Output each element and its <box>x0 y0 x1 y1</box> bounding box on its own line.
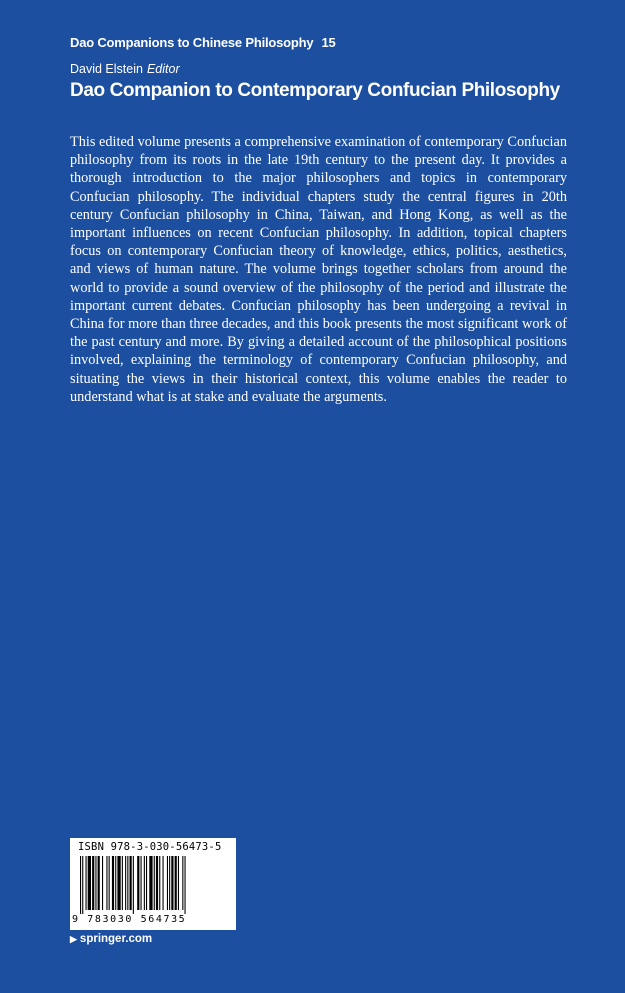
barcode-bar <box>163 856 164 910</box>
series-line <box>70 35 336 50</box>
isbn-label: ISBN 978-3-030-56473-5 <box>78 841 222 853</box>
editor-line <box>70 62 180 76</box>
barcode-bar <box>133 856 134 914</box>
barcode-bar <box>86 856 87 910</box>
book-title: Dao Companion to Contemporary Confucian Philosophy <box>70 80 560 101</box>
editor-role: Editor <box>146 62 180 76</box>
barcode-bar <box>137 856 139 910</box>
barcode-bar <box>178 856 179 910</box>
barcode-bar <box>117 856 120 910</box>
barcode-bar <box>149 856 152 910</box>
barcode-bar <box>141 856 142 910</box>
publisher-link[interactable] <box>70 933 152 945</box>
barcode-bar <box>154 856 155 910</box>
barcode-bar <box>106 856 107 910</box>
barcode-bar <box>127 856 128 910</box>
barcode-bar <box>169 856 170 910</box>
barcode-bar <box>167 856 168 910</box>
series-name: Dao Companions to Chinese Philosophy <box>70 35 314 50</box>
barcode-bar <box>130 856 132 910</box>
barcode-bar <box>102 856 103 910</box>
barcode-digits: 9 783030 564735 <box>72 914 187 925</box>
barcode-bar <box>80 856 81 914</box>
barcode-bar <box>156 856 158 910</box>
barcode-bar <box>115 856 116 910</box>
barcode-bars <box>80 856 226 914</box>
barcode-bar <box>112 856 114 910</box>
barcode-bar <box>88 856 91 910</box>
series-number: 15 <box>321 35 336 50</box>
barcode-bar <box>171 856 173 910</box>
publisher-url: springer.com <box>79 933 153 945</box>
barcode-bar <box>185 856 186 914</box>
barcode-bar <box>122 856 123 910</box>
barcode-bar <box>182 856 183 910</box>
triangle-right-icon: ▶ <box>70 934 77 944</box>
blurb-text: This edited volume presents a comprehensive examination of contemporary Confucian philosophy from its roots in the late 19th century to the present day. It provides a thorough introduction to the major philosophers and topics in contemporary Confucian philosophy. The individual chapters study the central figures in 20th century Confucian philosophy in China, Taiwan, and Hong Kong, as well as the important influences on recent Confucian philosophy. In addition, topical chapters focus on contemporary Confucian theory of knowledge, ethics, politics, aesthetics, and views of human nature. The volume brings together scholars from around the world to provide a sound overview of the philosophy of the period and illustrate the important current debates. Confucian philosophy has been undergoing a revival in China for more than three decades, and this book presents the most significant work of the past century and more. By giving a detailed account of the philosophical positions involved, explaining the terminology of contemporary Confucian philosophy, and situating the views in their historical context, this volume enables the reader to understand what is at stake and evaluate the arguments. <box>70 134 567 405</box>
barcode-bar <box>98 856 100 910</box>
barcode-bar <box>144 856 145 910</box>
barcode-bar <box>146 856 147 910</box>
barcode-box <box>70 838 236 930</box>
barcode-bar <box>175 856 177 910</box>
barcode-bar <box>159 856 160 910</box>
editor-name: David Elstein <box>70 62 143 76</box>
barcode-bar <box>95 856 96 910</box>
barcode-bar <box>125 856 126 910</box>
barcode-bar <box>109 856 110 910</box>
barcode-bar <box>92 856 94 910</box>
barcode-bar <box>82 856 83 914</box>
